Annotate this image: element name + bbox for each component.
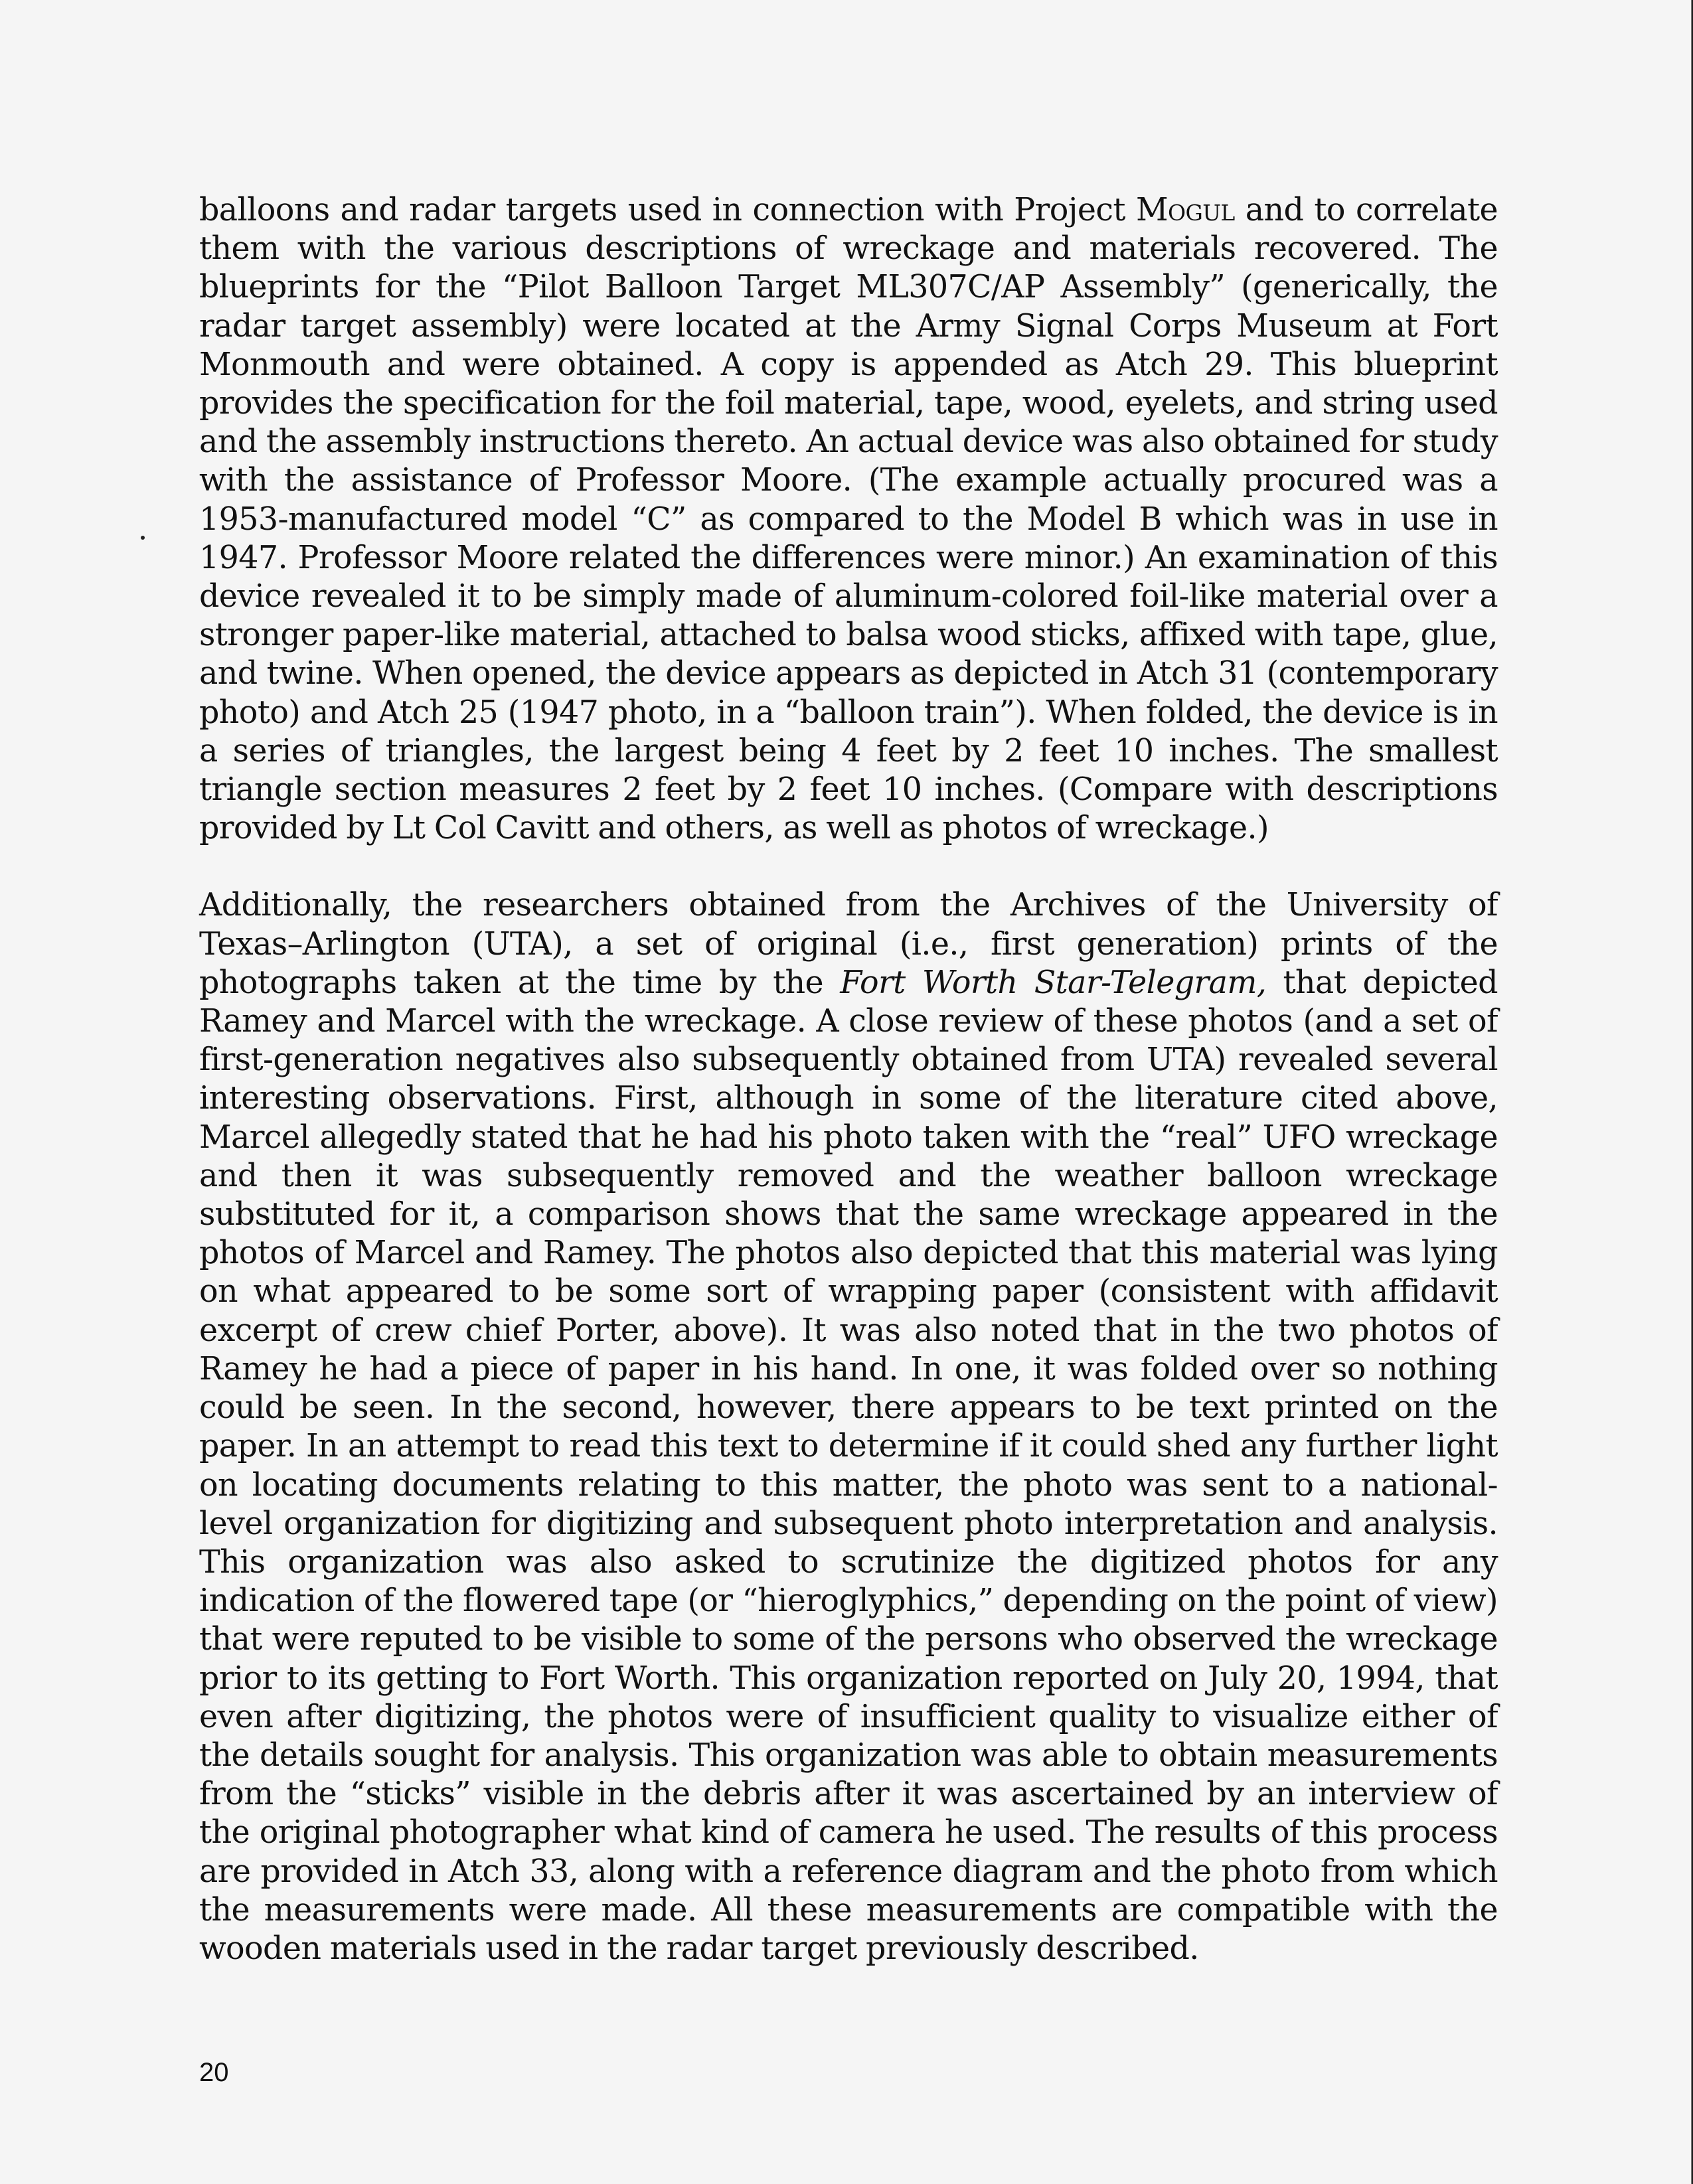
scan-speck: [141, 536, 145, 540]
project-mogul-name: Mogul: [1135, 192, 1235, 228]
paragraph-1-text-b: and to correlate them with the various descriptions of wreckage and materials recovered. The blueprints for the “Pilot Balloon Target ML307C/AP Assembly” (generically, the radar target assembly) were located at the Army Signal Corps Museum at Fort Monmouth and were obtained. A copy is appended as Atch 29. This blueprint provides the specification for the foil material, tape, wood, eyelets, and string used and the assembly instructions thereto. An actual device was also obtained for study with the assistance of Professor Moore. (The example actually procured was a 1953-manufactured model “C” as compared to the Model B which was in use in 1947. Professor Moore related the differences were minor.) An examination of this device revealed it to be simply made of aluminum-colored foil-like material over a stronger paper-like material, attached to balsa wood sticks, affixed with tape, glue, and twine. When opened, the device appears as depicted in Atch 31 (contemporary photo) and Atch 25 (1947 photo, in a “balloon train”). When folded, the device is in a series of triangles, the largest being 4 feet by 2 feet 10 inches. The smallest triangle section measures 2 feet by 2 feet 10 inches. (Compare with descriptions provided by Lt Col Cavitt and others, as well as photos of wreckage.): [199, 192, 1498, 847]
paragraph-2-text-a: Additionally, the researchers obtained from the Archives of the University of Texas–Arlington (UTA), a set of original (i.e., first generation) prints of the photographs taken at the time by the: [199, 887, 1498, 1001]
page-number: 20: [199, 2058, 229, 2087]
paragraph-1: [199, 191, 1498, 848]
paragraph-2: [199, 886, 1498, 1968]
body-text: [199, 191, 1498, 1968]
newspaper-title: Fort Worth Star-Telegram,: [840, 964, 1267, 1001]
paragraph-1-text-a: balloons and radar targets used in connection with Project: [199, 192, 1136, 228]
paragraph-2-text-b: that depicted Ramey and Marcel with the wreckage. A close review of these photos (and a set of first-generation negatives also subsequently obtained from UTA) revealed several interesting observations. First, although in some of the literature cited above, Marcel allegedly stated that he had his photo taken with the “real” UFO wreckage and then it was subsequently removed and the weather balloon wreckage substituted for it, a comparison shows that the same wreckage appeared in the photos of Marcel and Ramey. The photos also depicted that this material was lying on what appeared to be some sort of wrapping paper (consistent with affidavit excerpt of crew chief Porter, above). It was also noted that in the two photos of Ramey he had a piece of paper in his hand. In one, it was folded over so nothing could be seen. In the second, however, there appears to be text printed on the paper. In an attempt to read this text to determine if it could shed any further light on locating documents relating to this matter, the photo was sent to a national-level organization for digitizing and subsequent photo interpretation and analysis. This organization was also asked to scrutinize the digitized photos for any indication of the flowered tape (or “hieroglyphics,” depending on the point of view) that were reputed to be visible to some of the persons who observed the wreckage prior to its getting to Fort Worth. This organization reported on July 20, 1994, that even after digitizing, the photos were of insufficient quality to visualize either of the details sought for analysis. This organization was able to obtain measurements from the “sticks” visible in the debris after it was ascertained by an interview of the original photographer what kind of camera he used. The results of this process are provided in Atch 33, along with a reference diagram and the photo from which the measurements were made. All these measurements are compatible with the wooden materials used in the radar target previously described.: [199, 964, 1498, 1967]
